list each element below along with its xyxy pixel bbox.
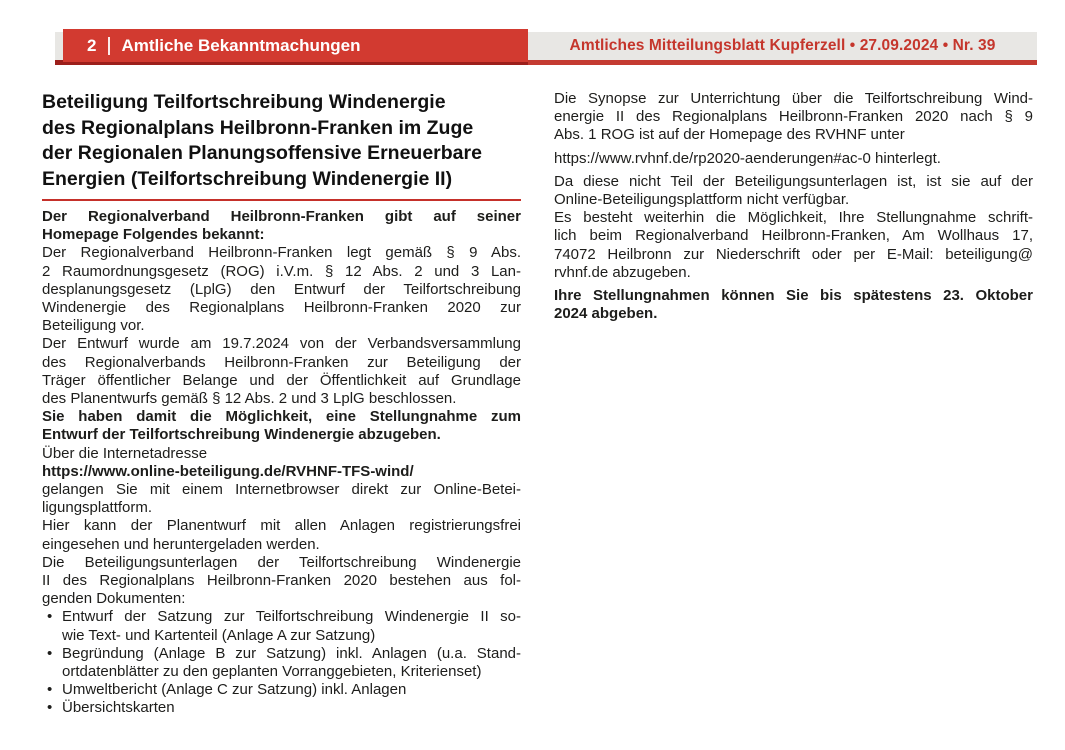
- text-line: Da diese nicht Teil der Beteiligungsunterlagen ist, ist sie auf der: [554, 172, 1033, 190]
- text-line: Über die Internetadresse: [42, 444, 208, 462]
- paragraph: [554, 209, 1033, 282]
- section-title: Amtliche Bekanntmachungen: [121, 35, 361, 55]
- left-paragraphs: [42, 208, 521, 718]
- paragraph: [554, 173, 1033, 209]
- text-line: wie Text- und Kartenteil (Anlage A zur Satzung): [62, 626, 376, 644]
- text-line: Die Beteiligungsunterlagen der Teilfortschreibung Windenergie: [42, 553, 521, 571]
- text-line: https://www.online-beteiligung.de/RVHNF-TFS-wind/: [42, 462, 414, 480]
- paragraph: [554, 90, 1033, 145]
- text-line: Der Regionalverband Heilbronn-Franken legt gemäß § 9 Abs.: [42, 244, 521, 262]
- bullet-dot: •: [47, 699, 53, 717]
- text-line: ligungsplattform.: [42, 499, 153, 517]
- bullet-dot: •: [47, 681, 53, 699]
- text-line: Träger öffentlicher Belange und der Öffentlichkeit auf Grundlage: [42, 371, 521, 389]
- text-line: Entwurf der Teilfortschreibung Windenergie abzugeben.: [42, 426, 441, 444]
- page-header: [0, 0, 1065, 67]
- text-line: des Regionalverbands Heilbronn-Franken zur Beteiligung der: [42, 353, 521, 371]
- url-text[interactable]: [554, 150, 1033, 168]
- bullet-item: [42, 608, 521, 644]
- paragraph: [42, 481, 521, 517]
- title-line: des Regionalplans Heilbronn-Franken im Zuge: [42, 116, 474, 139]
- text-line: Die Synopse zur Unterrichtung über die Teilfortschreibung Wind-: [554, 90, 1033, 107]
- url-text[interactable]: [42, 463, 521, 481]
- bullet-item: [42, 645, 521, 681]
- text-line: Online-Beteiligungsplattform nicht verfügbar.: [554, 191, 850, 209]
- text-line: eingesehen und heruntergeladen werden.: [42, 535, 320, 553]
- text-line: rvhnf.de abzugeben.: [554, 263, 691, 281]
- page-number: 2: [87, 35, 97, 55]
- section-header-bar: [63, 29, 528, 62]
- right-column: [554, 90, 1033, 718]
- title-line: Beteiligung Teilfortschreibung Windenergie: [42, 91, 446, 113]
- paragraph: [42, 244, 521, 335]
- bullet-item: [42, 681, 521, 699]
- masthead-text: Amtliches Mitteilungsblatt Kupferzell • 27.09.2024 • Nr. 39: [569, 37, 996, 54]
- paragraph: [42, 208, 521, 244]
- text-line: des Planentwurfs gemäß § 12 Abs. 2 und 3 LplG beschlossen.: [42, 390, 457, 408]
- paragraph: [554, 287, 1033, 323]
- paragraph: [42, 408, 521, 444]
- text-line: Sie haben damit die Möglichkeit, eine Stellungnahme zum: [42, 408, 521, 426]
- text-line: 74072 Heilbronn zur Niederschrift oder per E-Mail: beteiligung@: [554, 245, 1033, 263]
- text-line: Umweltbericht (Anlage C zur Satzung) inkl. Anlagen: [62, 681, 407, 699]
- paragraph: [42, 554, 521, 609]
- title-rule: [42, 199, 521, 201]
- bullet-item: [42, 699, 521, 717]
- text-line: Windenergie des Regionalplans Heilbronn-Franken 2020 zur: [42, 299, 521, 317]
- text-line: Es besteht weiterhin die Möglichkeit, Ihre Stellungnahme schrift-: [554, 209, 1033, 227]
- bullet-dot: •: [47, 608, 53, 626]
- title-line: der Regionalen Planungsoffensive Erneuerbare: [42, 142, 482, 164]
- text-line: https://www.rvhnf.de/rp2020-aenderungen#ac-0 hinterlegt.: [554, 149, 941, 167]
- text-line: Der Regionalverband Heilbronn-Franken gibt auf seiner: [42, 208, 521, 225]
- text-line: 2024 abgeben.: [554, 305, 658, 323]
- text-line: Beteiligung vor.: [42, 317, 145, 335]
- article-title: [42, 90, 521, 192]
- left-column: [42, 90, 521, 718]
- bullet-dot: •: [47, 644, 53, 662]
- text-line: desplanungsgesetz (LplG) den Entwurf der Teilfortschreibung: [42, 280, 521, 298]
- text-line: Übersichtskarten: [62, 699, 175, 717]
- text-line: Abs. 1 ROG ist auf der Homepage des RVHNF unter: [554, 126, 905, 144]
- text-line: 2 Raumordnungsgesetz (ROG) i.V.m. § 12 Abs. 2 und 3 Lan-: [42, 262, 521, 280]
- right-paragraphs: [554, 90, 1033, 323]
- text-line: Entwurf der Satzung zur Teilfortschreibung Windenergie II so-: [62, 608, 521, 626]
- text-line: lich beim Regionalverband Heilbronn-Franken, Am Wollhaus 17,: [554, 227, 1033, 245]
- paragraph: [42, 517, 521, 553]
- article-body: [42, 90, 1037, 718]
- text-line: Homepage Folgendes bekannt:: [42, 226, 265, 244]
- header-divider: [108, 37, 110, 55]
- title-line: Energien (Teilfortschreibung Windenergie II): [42, 167, 453, 190]
- text-line: energie II des Regionalplans Heilbronn-Franken 2020 nach § 9: [554, 108, 1033, 126]
- text-line: genden Dokumenten:: [42, 590, 186, 608]
- text-line: ortdatenblätter zu den geplanten Vorranggebieten, Kriterienset): [62, 663, 482, 681]
- text-line: gelangen Sie mit einem Internetbrowser direkt zur Online-Betei-: [42, 481, 521, 499]
- text-line: Ihre Stellungnahmen können Sie bis spätestens 23. Oktober: [554, 287, 1033, 305]
- paragraph: [42, 335, 521, 408]
- paragraph: [42, 445, 521, 463]
- text-line: II des Regionalplans Heilbronn-Franken 2020 bestehen aus fol-: [42, 572, 521, 590]
- text-line: Der Entwurf wurde am 19.7.2024 von der Verbandsversammlung: [42, 335, 521, 353]
- text-line: Hier kann der Planentwurf mit allen Anlagen registrierungsfrei: [42, 517, 521, 535]
- text-line: Begründung (Anlage B zur Satzung) inkl. Anlagen (u.a. Stand-: [62, 644, 521, 662]
